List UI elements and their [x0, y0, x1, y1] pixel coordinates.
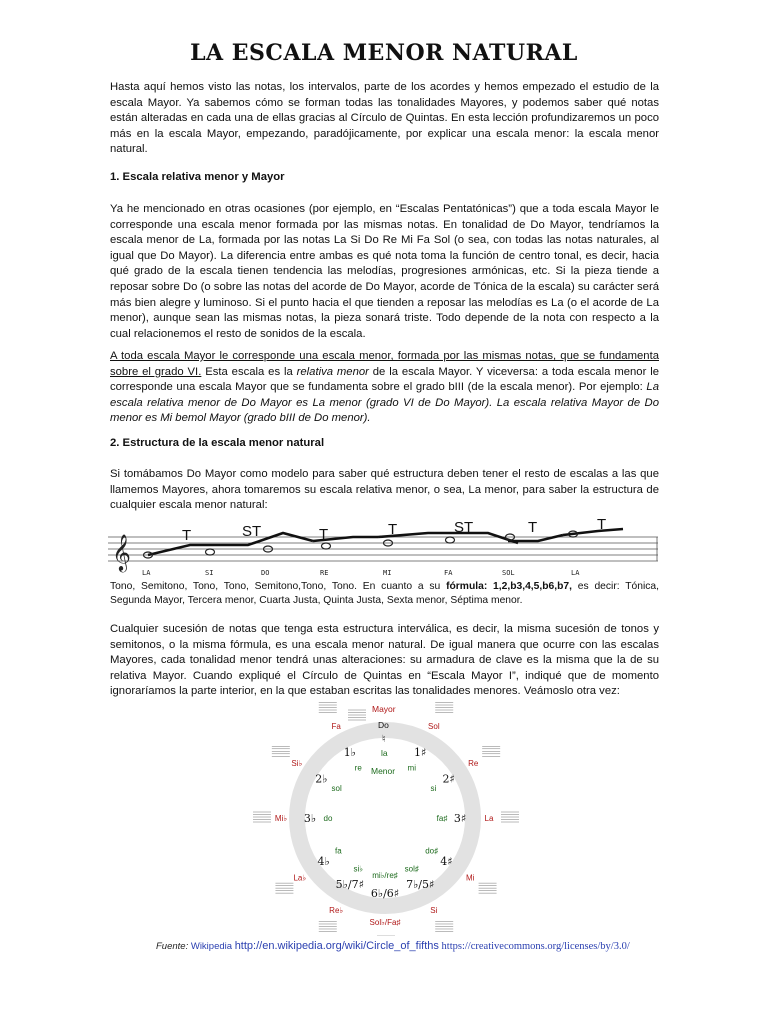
major-key-name: Re: [468, 758, 479, 768]
note-name: SI: [205, 569, 214, 577]
major-key-name: Re♭: [329, 905, 344, 915]
example-text: La escala relativa menor de Do Mayor es La menor (grado VI de Do Mayor). La escala relativa Mayor de Do menor es Mi bemol Mayor (grado bIII de Do menor).: [110, 381, 659, 425]
key-signature-count: 4♯: [440, 855, 453, 869]
treble-clef-icon: 𝄞: [112, 533, 131, 571]
minor-key-name: si: [430, 783, 437, 793]
section-2-paragraph-2: Cualquier sucesión de notas que tenga esta estructura interválica, es decir, la misma sucesión de tonos y semitonos, o la misma fórmula, es una escala menor natural. De igual manera que ocurre con las escalas Mayores, cada tonalidad menor tendrá unas alteraciones: su armadura de clave es la misma que la de su relativa Mayor. Cuando expliqué el Círculo de Quintas en “Escala Mayor I”, indiqué que de momento ignoraríamos la parte interior, en la que estaban escritas las tonalidades menores. Veámoslo otra vez:: [110, 623, 659, 698]
formula-text: fórmula: 1,2,b3,4,5,b6,b7,: [446, 581, 573, 592]
interval-label: T: [388, 521, 398, 538]
section-1-heading: 1. Escala relativa menor y Mayor: [110, 171, 285, 183]
interval-label: T: [597, 516, 607, 533]
minor-key-name: mi♭/re♯: [372, 871, 398, 880]
minor-label: Menor: [371, 766, 396, 776]
major-key-name: Si♭: [291, 758, 303, 768]
key-signature-count: 6♭/6♯: [370, 887, 400, 900]
key-signature-count: 5♭/7♯: [335, 878, 364, 892]
section-2-heading: 2. Estructura de la escala menor natural: [110, 437, 325, 449]
major-key-name: Fa: [331, 722, 341, 732]
key-signature-count: 2♯: [442, 772, 455, 786]
interval-label: T: [319, 526, 329, 543]
circle-of-fifths-figure: [248, 700, 522, 936]
caption-text: es decir: Tónica, Segunda Mayor, Tercera menor, Cuarta Justa, Quinta Justa, Sexta menor, Séptima menor.: [110, 581, 659, 606]
major-label: Mayor: [372, 704, 396, 714]
page-title: LA ESCALA MENOR NATURAL: [190, 40, 578, 66]
major-key-name: La♭: [293, 873, 307, 883]
note-name: FA: [444, 569, 453, 577]
relative-rule-text: A toda escala Mayor le corresponde una escala menor, formada por las mismas notas, que se fundamenta sobre el grado VI.: [110, 350, 659, 378]
paragraph-text: de la escala Mayor. Y viceversa: a toda escala menor le corresponde una escala Mayor que se fundamenta sobre el grado bIII (de la escala menor). Por ejemplo:: [110, 365, 659, 394]
key-signature-count: 2♭: [315, 772, 328, 786]
note-si: [206, 549, 215, 555]
interval-label: ST: [454, 519, 474, 536]
minor-key-name: sol: [331, 783, 342, 793]
relative-minor-term: relativa menor: [296, 365, 369, 378]
minor-scale-staff-figure: [108, 513, 660, 579]
source-credit: [156, 940, 630, 952]
minor-key-name: re: [354, 763, 362, 773]
note-name: SOL: [502, 569, 515, 577]
license-url-link[interactable]: https://creativecommons.org/licenses/by/3.0/: [441, 941, 630, 952]
major-key-name: Sol: [428, 722, 440, 732]
center-minor-key: la: [381, 748, 388, 758]
key-signature-count: 4♭: [317, 855, 330, 869]
natural-sign: ♮: [382, 734, 386, 745]
major-key-name: Mi: [465, 873, 475, 883]
circle-of-fifths-url-link[interactable]: http://en.wikipedia.org/wiki/Circle_of_fifths: [234, 940, 439, 952]
minor-key-name: mi: [407, 763, 416, 773]
major-key-name: Sol♭/Fa♯: [369, 918, 401, 927]
paragraph-text: Esta escala es la: [201, 365, 297, 378]
interval-label: T: [182, 527, 192, 544]
note-name: LA: [571, 569, 580, 577]
section-1-paragraph-2: [110, 349, 659, 427]
major-key-name: La: [484, 814, 494, 823]
section-1-paragraph-1: Ya he mencionado en otras ocasiones (por ejemplo, en “Escalas Pentatónicas”) que a toda escala Mayor le corresponde una escala menor formada por las mismas notas. En tonalidad de Do Mayor, tendríamos la escala menor de La, formada por las notas La Si Do Re Mi Fa Sol (o sea, con todas las notas naturales, al igual que Do Mayor). La diferencia entre ambas es qué nota toma la función de centro tonal, es decir, hacia qué grado de la escala tienen tendencia las melodías, progresiones armónicas, etc. Si la pieza tiende a reposar sobre Do (o sobre las notas del acorde de Do Mayor, acorde de Tónica de la escala) su carácter será más bien alegre y luminoso. Si el punto hacia el que tienden a reposar las melodías es La (o el acorde de La menor), aunque sean las mismas notas, la pieza sonará triste. Todo depende de la nota con respecto a la cual relacionemos el resto de sonidos de la escala.: [110, 203, 659, 340]
interval-lines: [148, 529, 623, 555]
key-signature-count: 3♭: [303, 812, 317, 825]
note-fa: [446, 537, 455, 543]
intro-paragraph: Hasta aquí hemos visto las notas, los intervalos, parte de los acordes y hemos empezado el estudio de la escala Mayor. Ya sabemos cómo se forman todas las tonalidades Mayores, y podemos saber qué notas están alteradas en cada una de ellas gracias al Círculo de Quintas. En esta lección profundizaremos un poco más en la escala Mayor, empezando, paradójicamente, por explicar una escala menor: la escala menor natural.: [110, 81, 659, 156]
source-label: Fuente:: [156, 941, 189, 952]
note-name: RE: [320, 569, 329, 577]
key-signature-count: 7♭/5♯: [406, 878, 435, 892]
major-key-name: Mi♭: [274, 814, 288, 823]
minor-key-name: do: [323, 814, 333, 823]
interval-label: ST: [242, 523, 262, 540]
wikipedia-link[interactable]: Wikipedia: [190, 941, 233, 952]
key-signature-count: 1♭: [343, 745, 356, 759]
major-key-name: Si: [430, 905, 438, 915]
minor-key-name: si♭: [353, 864, 364, 874]
note-names: [142, 569, 580, 577]
minor-key-name: fa♯: [436, 814, 448, 823]
center-major-key: Do: [378, 720, 389, 730]
note-name: DO: [261, 569, 270, 577]
note-name: MI: [383, 569, 392, 577]
interval-label: T: [528, 519, 538, 536]
minor-key-name: do♯: [425, 846, 439, 856]
minor-key-name: fa: [334, 846, 342, 856]
caption-text: Tono, Semitono, Tono, Tono, Semitono,Tono, Tono. En cuanto a su: [110, 581, 447, 592]
note-name: LA: [142, 569, 151, 577]
section-2-paragraph-1: Si tomábamos Do Mayor como modelo para saber qué estructura deben tener el resto de escalas a las que llamemos Mayores, ahora tomaremos su escala relativa menor, o sea, La menor, para saber la estructura de cualquier escala menor natural:: [110, 468, 659, 512]
key-signature-count: 3♯: [453, 812, 467, 825]
note-re: [322, 543, 331, 549]
key-signature-count: 1♯: [414, 745, 427, 759]
minor-key-name: sol♯: [404, 864, 419, 874]
scale-caption: [110, 580, 659, 608]
